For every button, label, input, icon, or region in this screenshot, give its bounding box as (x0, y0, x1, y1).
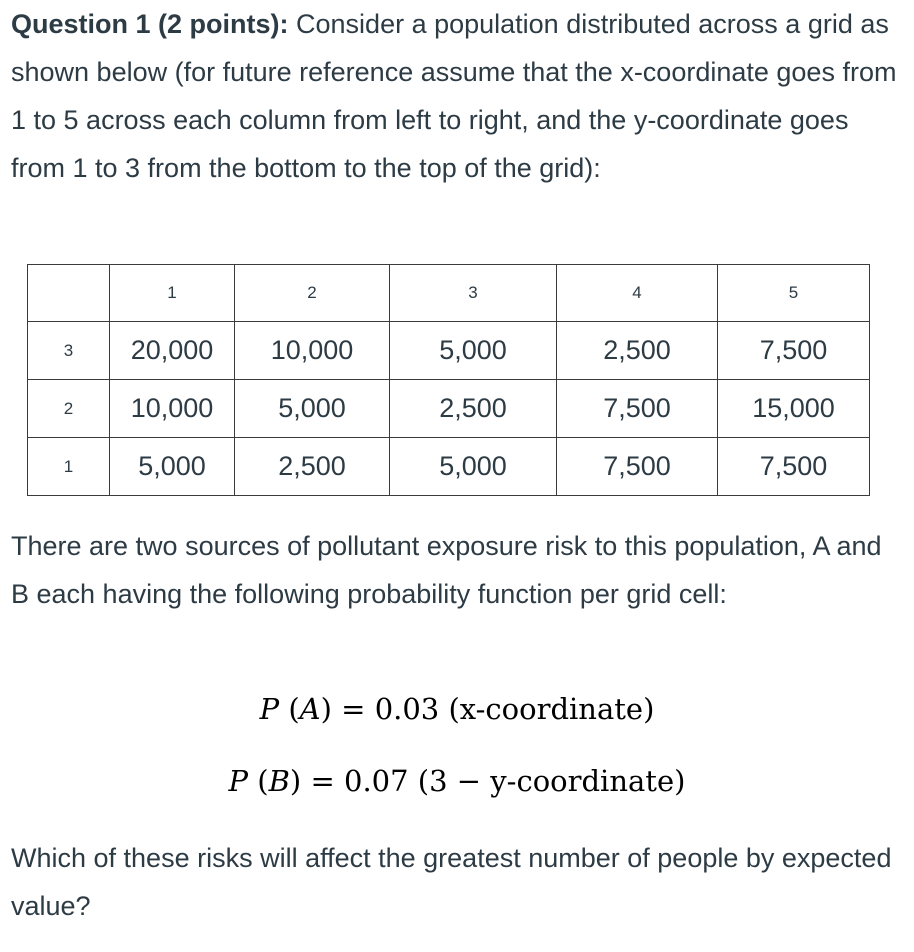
eq-a-open-paren: ( (279, 692, 300, 726)
eq-b-open-paren: ( (248, 764, 269, 798)
population-cell: 2,500 (390, 380, 557, 438)
eq-a-event: A (299, 692, 321, 726)
column-header: 5 (718, 265, 870, 322)
eq-a-prob-symbol: P (259, 692, 280, 726)
column-header: 3 (390, 265, 557, 322)
eq-a-close-paren: ) (320, 692, 332, 726)
corner-cell (28, 265, 110, 322)
population-cell: 7,500 (718, 322, 870, 380)
population-cell: 5,000 (390, 322, 557, 380)
eq-a-equals: = (331, 692, 375, 726)
question-prompt: Which of these risks will affect the greatest number of people by expected value? (11, 843, 892, 921)
intro-text: Consider a population distributed across a grid as shown below (for future reference assume that the x-coordinate goes from 1 to 5 across each column from left to right, and the y-coordinate goes from 1 to 3 from the bottom to the top of the grid): (11, 9, 897, 183)
equation-b (0, 764, 914, 798)
question-intro (11, 0, 906, 192)
row-header: 2 (28, 380, 110, 438)
eq-a-rhs: 0.03 (x-coordinate) (374, 692, 655, 726)
pollutant-description: There are two sources of pollutant exposure risk to this population, A and B each having the following probability function per grid cell: (11, 531, 882, 609)
population-cell: 5,000 (235, 380, 390, 438)
table-row (28, 322, 870, 380)
population-cell: 7,500 (557, 380, 718, 438)
row-header: 3 (28, 322, 110, 380)
population-grid-table (27, 264, 870, 496)
eq-b-prob-symbol: P (228, 764, 249, 798)
population-cell: 7,500 (718, 438, 870, 496)
column-header: 2 (235, 265, 390, 322)
column-header: 1 (110, 265, 235, 322)
population-cell: 5,000 (390, 438, 557, 496)
eq-b-equals: = (301, 764, 344, 798)
table-row (28, 438, 870, 496)
question-heading: Question 1 (2 points): (11, 9, 289, 39)
header-row (28, 265, 870, 322)
eq-b-event: B (268, 764, 290, 798)
population-cell: 10,000 (110, 380, 235, 438)
population-cell: 20,000 (110, 322, 235, 380)
population-cell: 5,000 (110, 438, 235, 496)
population-cell: 15,000 (718, 380, 870, 438)
population-cell: 2,500 (557, 322, 718, 380)
population-cell: 2,500 (235, 438, 390, 496)
column-header: 4 (557, 265, 718, 322)
row-header: 1 (28, 438, 110, 496)
eq-b-rhs: 0.07 (3 − y-coordinate) (344, 764, 686, 798)
table-row (28, 380, 870, 438)
eq-b-close-paren: ) (289, 764, 302, 798)
population-cell: 7,500 (557, 438, 718, 496)
population-cell: 10,000 (235, 322, 390, 380)
equation-a (0, 692, 914, 726)
